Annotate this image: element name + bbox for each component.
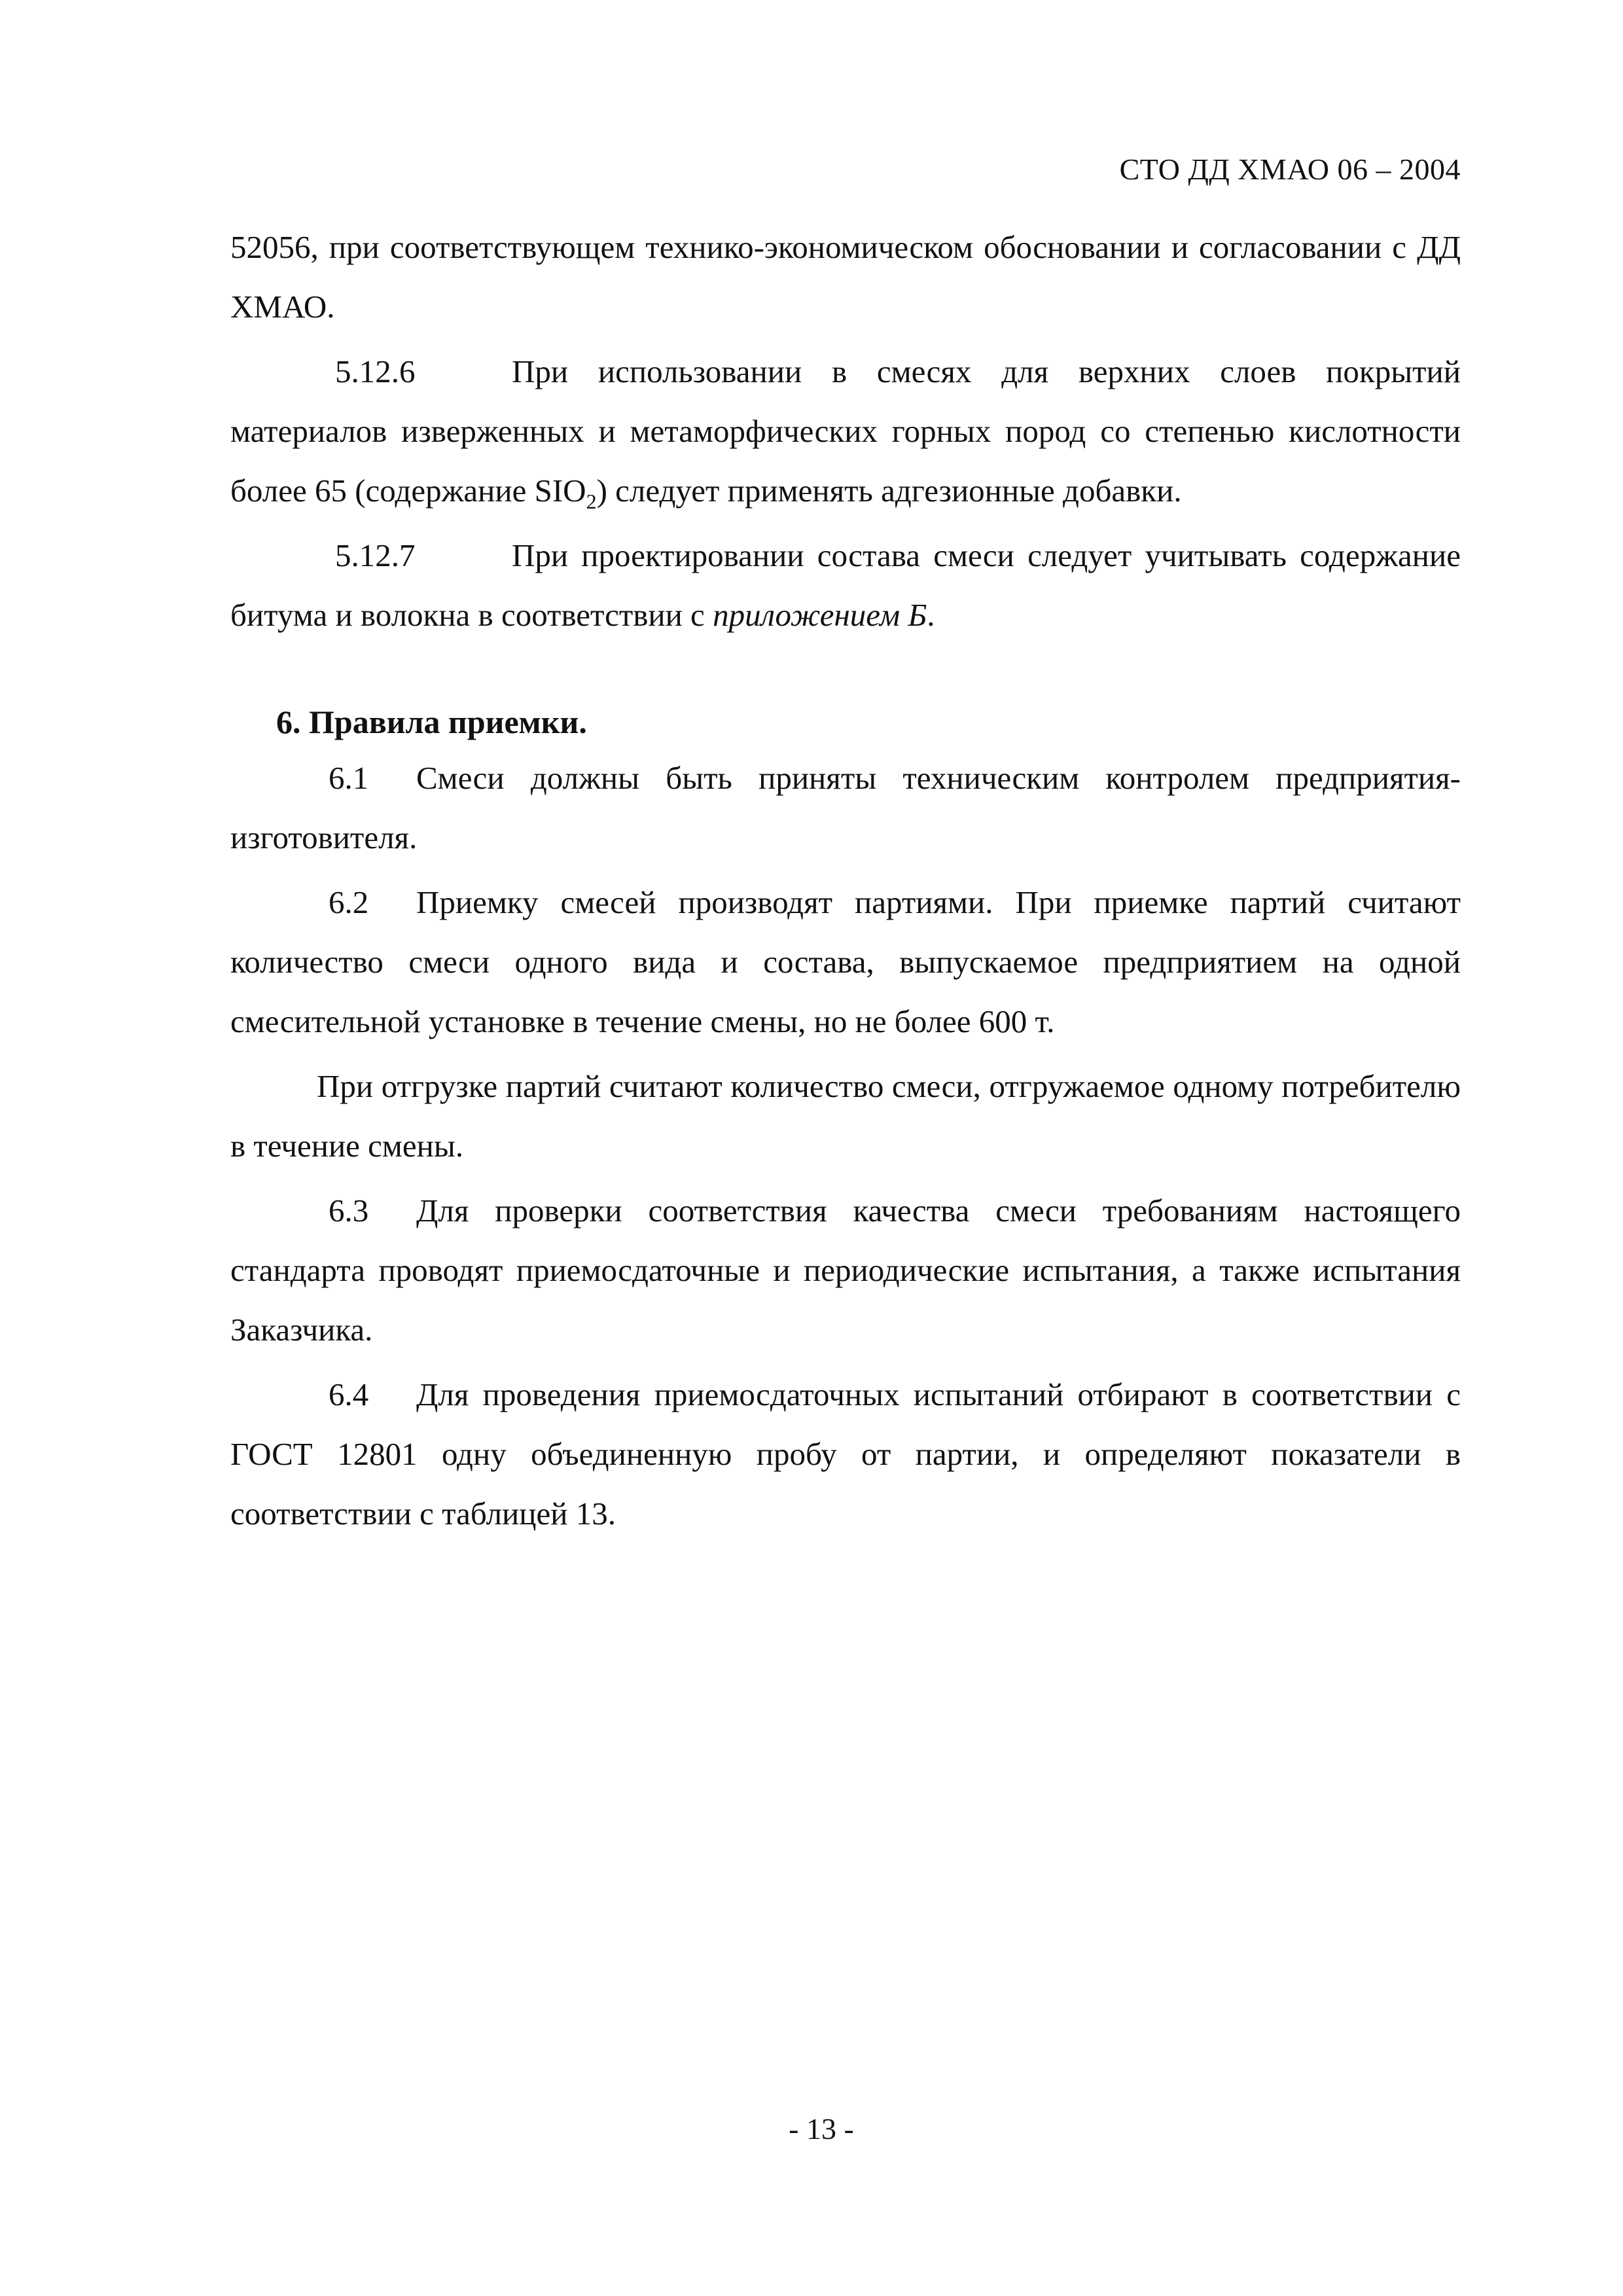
paragraph-6-1 (230, 748, 1461, 867)
clause-number: 6.1 (329, 760, 369, 796)
clause-text: При проектировании состава смеси следует учитывать содержание битума и волокна в соответствии с (230, 537, 1461, 633)
document-code-header: СТО ДД ХМАО 06 – 2004 (1119, 152, 1461, 186)
paragraph-5-12-5-continuation: 52056, при соответствующем технико-экономическом обосновании и согласовании с ДД ХМАО. (230, 229, 1461, 325)
clause-text: Для проверки соответствия качества смеси требованиям настоящего стандарта проводят приемосдаточные и периодические испытания, а также испытания Заказчика. (230, 1193, 1461, 1348)
clause-number: 5.12.6 (335, 353, 416, 389)
paragraph-6-4 (230, 1365, 1461, 1543)
paragraph-6-3 (230, 1181, 1461, 1359)
clause-end: . (927, 597, 935, 633)
clause-text: Для проведения приемосдаточных испытаний отбирают в соответствии с ГОСТ 12801 одну объединенную пробу от партии, и определяют показатели в соответствии с таблицей 13. (230, 1376, 1461, 1532)
clause-number: 6.4 (329, 1376, 369, 1412)
clause-number: 5.12.7 (335, 537, 416, 573)
paragraph-5-12-7 (230, 526, 1461, 645)
paragraph-6-2-continuation: При отгрузке партий считают количество смеси, отгружаемое одному потребителю в течение смены. (230, 1068, 1461, 1164)
appendix-reference: приложением Б (713, 597, 927, 633)
subscript: 2 (586, 489, 597, 513)
paragraph-5-12-6 (230, 342, 1461, 520)
clause-number: 6.2 (329, 884, 369, 920)
clause-text: Смеси должны быть приняты техническим контролем предприятия-изготовителя. (230, 760, 1461, 855)
section-heading: 6. Правила приемки. (276, 704, 587, 740)
clause-number: 6.3 (329, 1193, 369, 1229)
clause-text: Приемку смесей производят партиями. При приемке партий считают количество смеси одного вида и состава, выпускаемое предприятием на одной смесительной установке в течение смены, но не более 600 т. (230, 884, 1461, 1039)
page-number: - 13 - (789, 2112, 854, 2145)
paragraph-6-2 (230, 872, 1461, 1051)
clause-text: При использовании в смесях для верхних слоев покрытий материалов изверженных и метаморфических горных пород со степенью кислотности более 65 (содержание SIO (230, 353, 1461, 509)
clause-text-end: ) следует применять адгезионные добавки. (596, 473, 1182, 509)
document-body (230, 217, 1461, 1543)
